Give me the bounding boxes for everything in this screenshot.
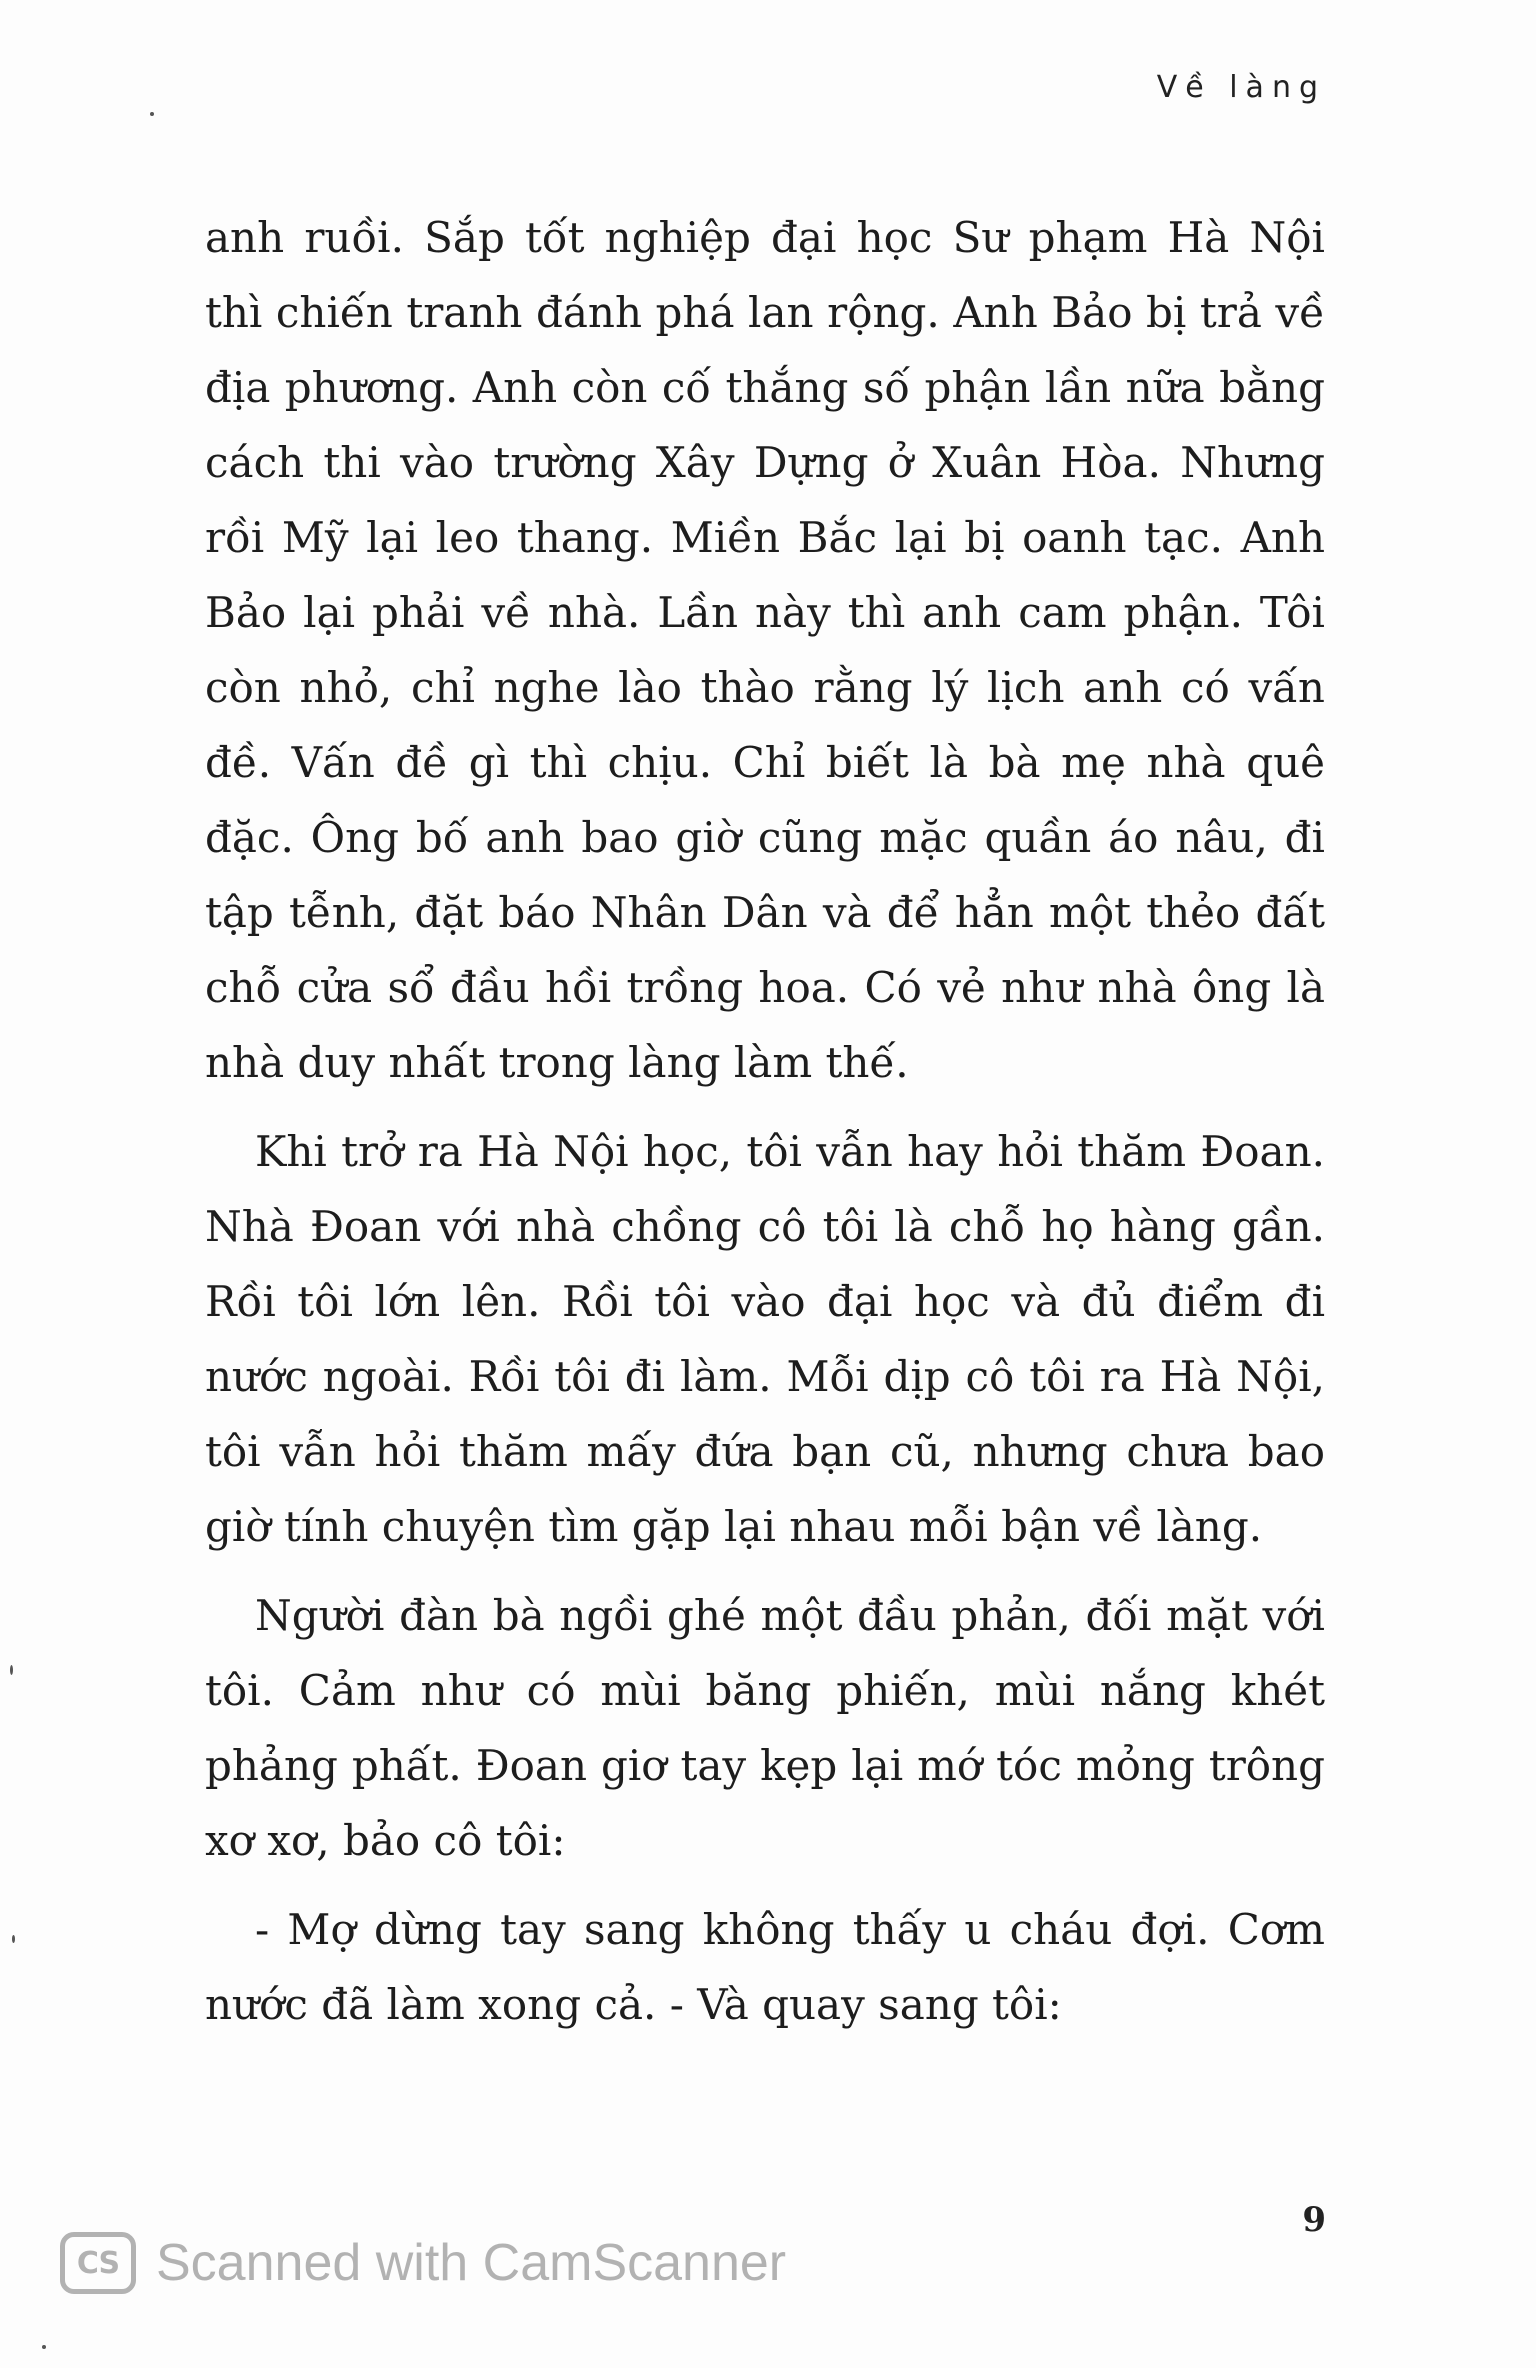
paragraph-4: - Mợ dừng tay sang không thấy u cháu đợi. Cơm nước đã làm xong cả. - Và quay sang tôi: — [205, 1905, 1325, 2029]
watermark-text: Scanned with CamScanner — [156, 2234, 787, 2292]
page-body-text — [205, 200, 1325, 2056]
scan-speck — [12, 1935, 15, 1943]
camscanner-watermark — [60, 2232, 786, 2294]
scan-speck — [10, 1665, 13, 1675]
paragraph-2: Khi trở ra Hà Nội học, tôi vẫn hay hỏi thăm Đoan. Nhà Đoan với nhà chồng cô tôi là chỗ họ hàng gần. Rồi tôi lớn lên. Rồi tôi vào đại học và đủ điểm đi nước ngoài. Rồi tôi đi làm. Mỗi dịp cô tôi ra Hà Nội, tôi vẫn hỏi thăm mấy đứa bạn cũ, nhưng chưa bao giờ tính chuyện tìm gặp lại nhau mỗi bận về làng. — [205, 1127, 1325, 1551]
running-header-title: Về làng — [1156, 70, 1326, 105]
scan-speck — [42, 2345, 46, 2349]
paragraph-3: Người đàn bà ngồi ghé một đầu phản, đối mặt với tôi. Cảm như có mùi băng phiến, mùi nắng khét phảng phất. Đoan giơ tay kẹp lại mớ tóc mỏng trông xơ xơ, bảo cô tôi: — [205, 1591, 1325, 1865]
scan-speck — [150, 112, 154, 116]
camscanner-logo-icon: CS — [60, 2232, 136, 2294]
page-number: 9 — [1302, 2200, 1326, 2240]
paragraph-1: anh ruồi. Sắp tốt nghiệp đại học Sư phạm Hà Nội thì chiến tranh đánh phá lan rộng. Anh Bảo bị trả về địa phương. Anh còn cố thắng số phận lần nữa bằng cách thi vào trường Xây Dựng ở Xuân Hòa. Nhưng rồi Mỹ lại leo thang. Miền Bắc lại bị oanh tạc. Anh Bảo lại phải về nhà. Lần này thì anh cam phận. Tôi còn nhỏ, chỉ nghe lào thào rằng lý lịch anh có vấn đề. Vấn đề gì thì chịu. Chỉ biết là bà mẹ nhà quê đặc. Ông bố anh bao giờ cũng mặc quần áo nâu, đi tập tễnh, đặt báo Nhân Dân và để hẳn một thẻo đất chỗ cửa sổ đầu hồi trồng hoa. Có vẻ như nhà ông là nhà duy nhất trong làng làm thế. — [205, 213, 1325, 1087]
